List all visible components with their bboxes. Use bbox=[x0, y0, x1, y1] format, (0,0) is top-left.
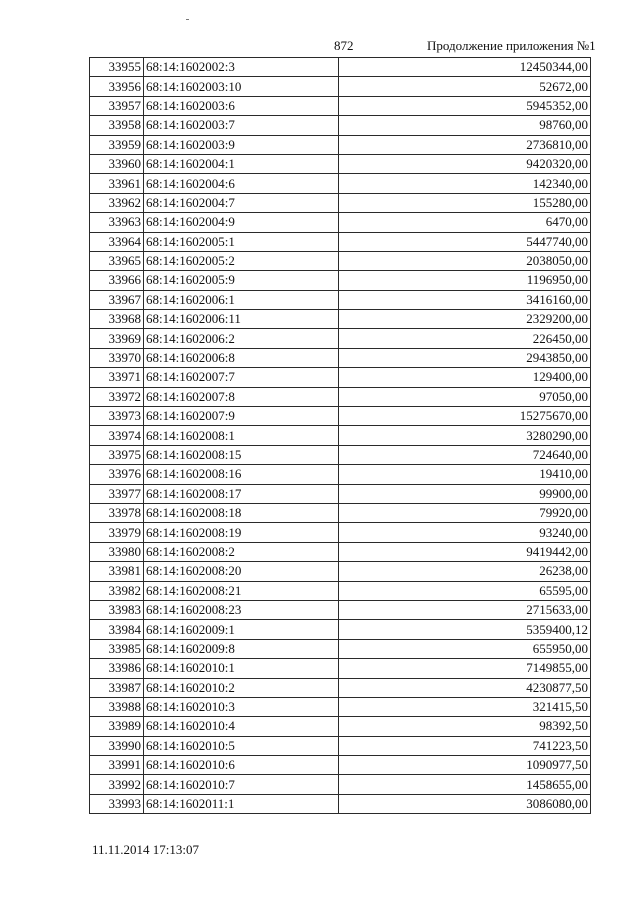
scan-mark bbox=[186, 19, 189, 20]
cadastral-value: 9419442,00 bbox=[339, 542, 591, 561]
table-row bbox=[90, 348, 591, 367]
cadastral-value: 1090977,50 bbox=[339, 756, 591, 775]
cadastral-number: 68:14:1602003:10 bbox=[144, 77, 339, 96]
cadastral-number: 68:14:1602010:4 bbox=[144, 717, 339, 736]
cadastral-number: 68:14:1602003:7 bbox=[144, 116, 339, 135]
cadastral-value: 3280290,00 bbox=[339, 426, 591, 445]
table-row bbox=[90, 407, 591, 426]
cadastral-number: 68:14:1602004:9 bbox=[144, 213, 339, 232]
cadastral-value: 98392,50 bbox=[339, 717, 591, 736]
cadastral-value: 2736810,00 bbox=[339, 135, 591, 154]
cadastral-value: 79920,00 bbox=[339, 503, 591, 522]
cadastral-number: 68:14:1602002:3 bbox=[144, 58, 339, 77]
row-number: 33970 bbox=[90, 348, 144, 367]
cadastral-value: 3416160,00 bbox=[339, 290, 591, 309]
row-number: 33987 bbox=[90, 678, 144, 697]
cadastral-number: 68:14:1602010:5 bbox=[144, 736, 339, 755]
row-number: 33988 bbox=[90, 697, 144, 716]
row-number: 33984 bbox=[90, 620, 144, 639]
cadastral-number: 68:14:1602008:19 bbox=[144, 523, 339, 542]
cadastral-value: 155280,00 bbox=[339, 193, 591, 212]
cadastral-number: 68:14:1602008:1 bbox=[144, 426, 339, 445]
row-number: 33990 bbox=[90, 736, 144, 755]
row-number: 33989 bbox=[90, 717, 144, 736]
table-row bbox=[90, 116, 591, 135]
table-row bbox=[90, 756, 591, 775]
row-number: 33969 bbox=[90, 329, 144, 348]
cadastral-number: 68:14:1602008:17 bbox=[144, 484, 339, 503]
cadastral-number: 68:14:1602004:6 bbox=[144, 174, 339, 193]
table-row bbox=[90, 135, 591, 154]
table-row bbox=[90, 310, 591, 329]
row-number: 33980 bbox=[90, 542, 144, 561]
row-number: 33960 bbox=[90, 154, 144, 173]
cadastral-number: 68:14:1602003:9 bbox=[144, 135, 339, 154]
row-number: 33985 bbox=[90, 639, 144, 658]
cadastral-number: 68:14:1602008:2 bbox=[144, 542, 339, 561]
row-number: 33982 bbox=[90, 581, 144, 600]
row-number: 33975 bbox=[90, 445, 144, 464]
cadastral-value: 142340,00 bbox=[339, 174, 591, 193]
cadastral-number: 68:14:1602008:16 bbox=[144, 465, 339, 484]
cadastral-number: 68:14:1602010:3 bbox=[144, 697, 339, 716]
row-number: 33977 bbox=[90, 484, 144, 503]
row-number: 33992 bbox=[90, 775, 144, 794]
cadastral-value: 52672,00 bbox=[339, 77, 591, 96]
row-number: 33968 bbox=[90, 310, 144, 329]
row-number: 33964 bbox=[90, 232, 144, 251]
table-row bbox=[90, 503, 591, 522]
table-row bbox=[90, 251, 591, 270]
cadastral-number: 68:14:1602005:9 bbox=[144, 271, 339, 290]
cadastral-value: 2038050,00 bbox=[339, 251, 591, 270]
cadastral-number: 68:14:1602008:23 bbox=[144, 600, 339, 619]
table-row bbox=[90, 387, 591, 406]
cadastral-number: 68:14:1602006:11 bbox=[144, 310, 339, 329]
table-row bbox=[90, 794, 591, 813]
cadastral-number: 68:14:1602008:20 bbox=[144, 562, 339, 581]
cadastral-value: 19410,00 bbox=[339, 465, 591, 484]
row-number: 33972 bbox=[90, 387, 144, 406]
row-number: 33963 bbox=[90, 213, 144, 232]
cadastral-number: 68:14:1602007:7 bbox=[144, 368, 339, 387]
cadastral-value: 2943850,00 bbox=[339, 348, 591, 367]
cadastral-number: 68:14:1602007:8 bbox=[144, 387, 339, 406]
appendix-continuation-note: Продолжение приложения №1 bbox=[427, 38, 596, 53]
cadastral-value: 65595,00 bbox=[339, 581, 591, 600]
table-row bbox=[90, 193, 591, 212]
cadastral-value: 7149855,00 bbox=[339, 659, 591, 678]
table-row bbox=[90, 639, 591, 658]
cadastral-value: 741223,50 bbox=[339, 736, 591, 755]
cadastral-value: 5359400,12 bbox=[339, 620, 591, 639]
table-row bbox=[90, 736, 591, 755]
cadastral-value: 5945352,00 bbox=[339, 96, 591, 115]
table-body bbox=[90, 58, 591, 814]
cadastral-value: 6470,00 bbox=[339, 213, 591, 232]
cadastral-number: 68:14:1602009:1 bbox=[144, 620, 339, 639]
row-number: 33971 bbox=[90, 368, 144, 387]
row-number: 33983 bbox=[90, 600, 144, 619]
table-row bbox=[90, 717, 591, 736]
row-number: 33986 bbox=[90, 659, 144, 678]
cadastral-number: 68:14:1602004:1 bbox=[144, 154, 339, 173]
row-number: 33974 bbox=[90, 426, 144, 445]
row-number: 33956 bbox=[90, 77, 144, 96]
row-number: 33965 bbox=[90, 251, 144, 270]
cadastral-value: 98760,00 bbox=[339, 116, 591, 135]
table-row bbox=[90, 620, 591, 639]
cadastral-value: 1196950,00 bbox=[339, 271, 591, 290]
table-row bbox=[90, 659, 591, 678]
cadastral-number: 68:14:1602011:1 bbox=[144, 794, 339, 813]
cadastral-value: 15275670,00 bbox=[339, 407, 591, 426]
cadastral-value: 724640,00 bbox=[339, 445, 591, 464]
cadastral-value: 1458655,00 bbox=[339, 775, 591, 794]
row-number: 33991 bbox=[90, 756, 144, 775]
row-number: 33958 bbox=[90, 116, 144, 135]
table-row bbox=[90, 154, 591, 173]
table-row bbox=[90, 426, 591, 445]
cadastral-number: 68:14:1602010:2 bbox=[144, 678, 339, 697]
cadastral-number: 68:14:1602005:1 bbox=[144, 232, 339, 251]
table-row bbox=[90, 445, 591, 464]
row-number: 33959 bbox=[90, 135, 144, 154]
cadastral-value: 4230877,50 bbox=[339, 678, 591, 697]
table-row bbox=[90, 678, 591, 697]
cadastral-number: 68:14:1602003:6 bbox=[144, 96, 339, 115]
cadastral-number: 68:14:1602010:6 bbox=[144, 756, 339, 775]
cadastral-value: 321415,50 bbox=[339, 697, 591, 716]
table-row bbox=[90, 174, 591, 193]
row-number: 33979 bbox=[90, 523, 144, 542]
table-row bbox=[90, 232, 591, 251]
table-row bbox=[90, 77, 591, 96]
cadastral-value: 99900,00 bbox=[339, 484, 591, 503]
cadastral-value: 655950,00 bbox=[339, 639, 591, 658]
row-number: 33966 bbox=[90, 271, 144, 290]
table-row bbox=[90, 600, 591, 619]
table-row bbox=[90, 484, 591, 503]
row-number: 33955 bbox=[90, 58, 144, 77]
table-row bbox=[90, 329, 591, 348]
row-number: 33967 bbox=[90, 290, 144, 309]
cadastral-value: 12450344,00 bbox=[339, 58, 591, 77]
cadastral-value: 2715633,00 bbox=[339, 600, 591, 619]
cadastral-value: 26238,00 bbox=[339, 562, 591, 581]
table-row bbox=[90, 368, 591, 387]
cadastral-number: 68:14:1602010:1 bbox=[144, 659, 339, 678]
page-number: 872 bbox=[334, 38, 354, 53]
cadastral-number: 68:14:1602008:15 bbox=[144, 445, 339, 464]
table-row bbox=[90, 542, 591, 561]
table-row bbox=[90, 213, 591, 232]
cadastral-number: 68:14:1602009:8 bbox=[144, 639, 339, 658]
cadastral-value: 3086080,00 bbox=[339, 794, 591, 813]
cadastral-value: 97050,00 bbox=[339, 387, 591, 406]
cadastral-value: 129400,00 bbox=[339, 368, 591, 387]
cadastral-value-table bbox=[89, 57, 591, 814]
table-row bbox=[90, 775, 591, 794]
cadastral-number: 68:14:1602006:8 bbox=[144, 348, 339, 367]
table-row bbox=[90, 290, 591, 309]
cadastral-number: 68:14:1602008:21 bbox=[144, 581, 339, 600]
table-row bbox=[90, 271, 591, 290]
row-number: 33957 bbox=[90, 96, 144, 115]
cadastral-value: 226450,00 bbox=[339, 329, 591, 348]
cadastral-number: 68:14:1602007:9 bbox=[144, 407, 339, 426]
row-number: 33961 bbox=[90, 174, 144, 193]
row-number: 33978 bbox=[90, 503, 144, 522]
cadastral-number: 68:14:1602006:1 bbox=[144, 290, 339, 309]
table-row bbox=[90, 96, 591, 115]
print-timestamp: 11.11.2014 17:13:07 bbox=[92, 842, 200, 857]
table-row bbox=[90, 562, 591, 581]
cadastral-number: 68:14:1602005:2 bbox=[144, 251, 339, 270]
table-row bbox=[90, 581, 591, 600]
table-row bbox=[90, 58, 591, 77]
cadastral-number: 68:14:1602006:2 bbox=[144, 329, 339, 348]
cadastral-value: 9420320,00 bbox=[339, 154, 591, 173]
cadastral-number: 68:14:1602008:18 bbox=[144, 503, 339, 522]
cadastral-value: 93240,00 bbox=[339, 523, 591, 542]
row-number: 33981 bbox=[90, 562, 144, 581]
cadastral-value: 5447740,00 bbox=[339, 232, 591, 251]
row-number: 33973 bbox=[90, 407, 144, 426]
row-number: 33962 bbox=[90, 193, 144, 212]
cadastral-value: 2329200,00 bbox=[339, 310, 591, 329]
cadastral-number: 68:14:1602010:7 bbox=[144, 775, 339, 794]
table-row bbox=[90, 697, 591, 716]
cadastral-number: 68:14:1602004:7 bbox=[144, 193, 339, 212]
row-number: 33993 bbox=[90, 794, 144, 813]
row-number: 33976 bbox=[90, 465, 144, 484]
table-row bbox=[90, 523, 591, 542]
table-row bbox=[90, 465, 591, 484]
